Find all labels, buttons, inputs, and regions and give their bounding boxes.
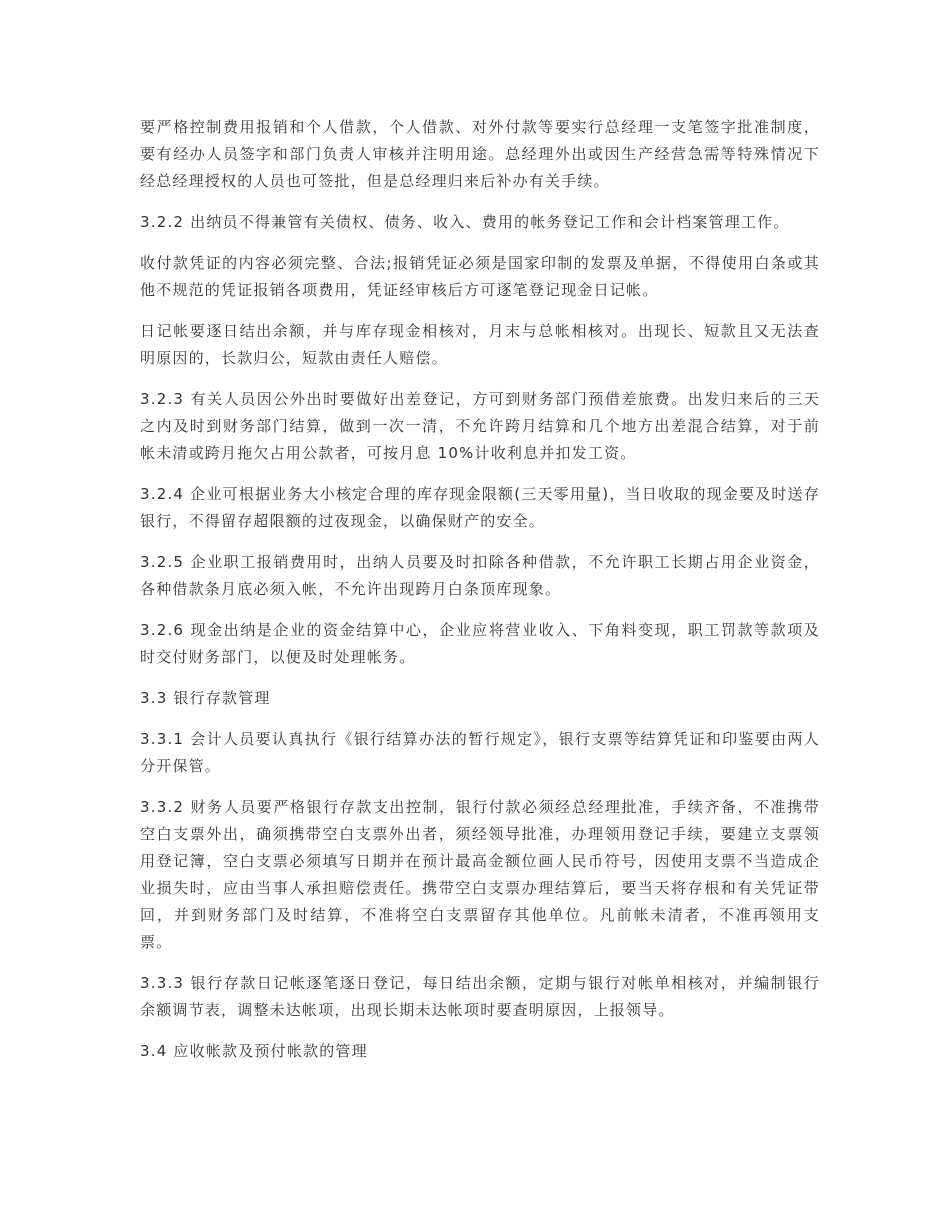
paragraph-vouchers: 收付款凭证的内容必须完整、合法;报销凭证必须是国家印制的发票及单据，不得使用白条或其他不规范的凭证报销各项费用，凭证经审核后方可逐笔登记现金日记帐。 [140, 254, 820, 299]
paragraph-3-2-3: 3.2.3 有关人员因公外出时要做好出差登记，方可到财务部门预借差旅费。出发归来后的三天之内及时到财务部门结算，做到一次一清，不允许跨月结算和几个地方出差混合结算，对于前帐未清或跨月拖欠占用公款者，可按月息 10%计收利息并扣发工资。 [140, 390, 820, 462]
paragraph-cash-journal: 日记帐要逐日结出余额，并与库存现金相核对，月末与总帐相核对。出现长、短款且又无法查明原因的，长款归公，短款由责任人赔偿。 [140, 322, 820, 367]
document-body [140, 114, 820, 1079]
paragraph-3-3-2: 3.3.2 财务人员要严格银行存款支出控制，银行付款必须经总经理批准，手续齐备，不准携带空白支票外出，确须携带空白支票外出者，须经领导批准，办理领用登记手续，要建立支票领用登记簿，空白支票必须填写日期并在预计最高金额位画人民币符号，因使用支票不当造成企业损失时，应由当事人承担赔偿责任。携带空白支票办理结算后，要当天将存根和有关凭证带回，并到财务部门及时结算，不准将空白支票留存其他单位。凡前帐未清者，不准再领用支票。 [140, 798, 820, 951]
paragraph-3-3-1: 3.3.1 会计人员要认真执行《银行结算办法的暂行规定》，银行支票等结算凭证和印鉴要由两人分开保管。 [140, 730, 820, 775]
paragraph-3-2-5: 3.2.5 企业职工报销费用时，出纳人员要及时扣除各种借款，不允许职工长期占用企业资金，各种借款条月底必须入帐，不允许出现跨月白条顶库现象。 [140, 553, 820, 598]
paragraph-3-3-3: 3.3.3 银行存款日记帐逐笔逐日登记，每日结出余额，定期与银行对帐单相核对，并编制银行余额调节表，调整未达帐项，出现长期未达帐项时要查明原因，上报领导。 [140, 974, 820, 1019]
section-heading-3-3: 3.3 银行存款管理 [140, 689, 271, 707]
paragraph-expense-control: 要严格控制费用报销和个人借款，个人借款、对外付款等要实行总经理一支笔签字批准制度，要有经办人员签字和部门负责人审核并注明用途。总经理外出或因生产经营急需等特殊情况下经总经理授权的人员也可签批，但是总经理归来后补办有关手续。 [140, 118, 820, 190]
section-heading-3-4: 3.4 应收帐款及预付帐款的管理 [140, 1042, 368, 1060]
paragraph-3-2-2: 3.2.2 出纳员不得兼管有关债权、债务、收入、费用的帐务登记工作和会计档案管理工作。 [140, 213, 790, 231]
paragraph-3-2-6: 3.2.6 现金出纳是企业的资金结算中心，企业应将营业收入、下角料变现，职工罚款等款项及时交付财务部门，以便及时处理帐务。 [140, 621, 820, 666]
paragraph-3-2-4: 3.2.4 企业可根据业务大小核定合理的库存现金限额(三天零用量)，当日收取的现金要及时送存银行，不得留存超限额的过夜现金，以确保财产的安全。 [140, 485, 820, 530]
